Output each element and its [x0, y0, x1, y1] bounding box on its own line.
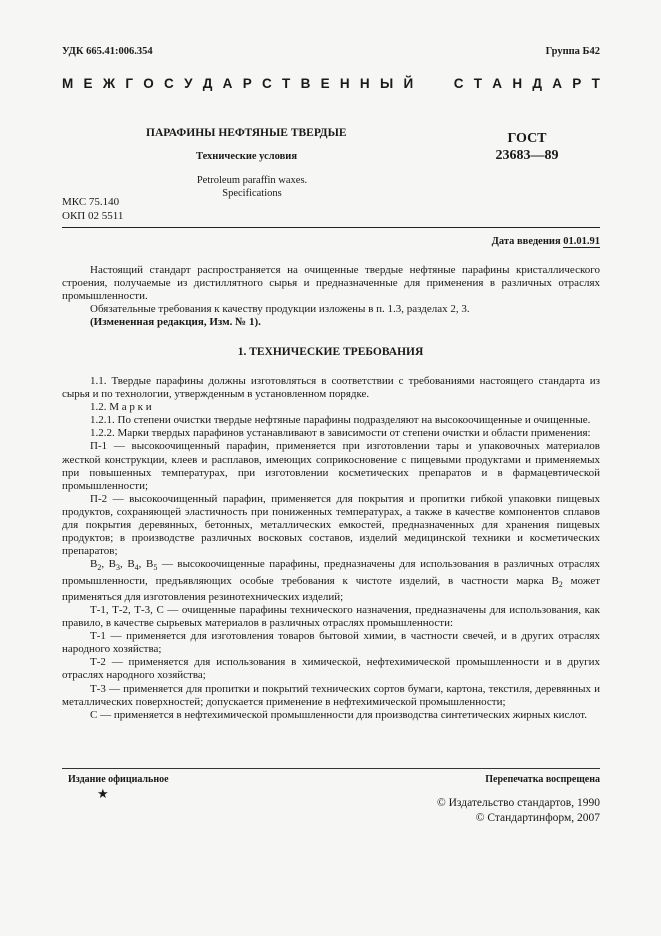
grades-technical: Т-1, Т-2, Т-3, С — очищенные парафины технического назначения, предназначены для использования, как правило, в качестве сырьевых материалов в различных отраслях промышленности: — [62, 603, 600, 630]
scope-paragraph: Настоящий стандарт распространяется на очищенные твердые нефтяные парафины кристаллического строения, получаемые из дистиллятного сырья и предназначенные для применения в различных отраслях промышленности. — [62, 264, 600, 303]
introduction-date-value: 01.01.91 — [563, 236, 600, 247]
grade-p1: П-1 — высокоочищенный парафин, применяется при изготовлении тары и упаковочных материалов жесткой конструкции, клеев и расплавов, имеющих соприкосновение с пищевыми продуктами и применяемых при повышенных температурах, при изготовлении косметических препаратов и в фармацевтической промышленности; — [62, 440, 600, 492]
english-title-line2: Specifications — [222, 187, 282, 199]
banner-letter: С — [453, 76, 464, 91]
classification-codes — [62, 196, 123, 224]
grade-b-letter: В — [108, 558, 116, 571]
banner-letter: А — [552, 76, 562, 91]
banner-letter: Р — [242, 76, 252, 91]
grade-t2: Т-2 — применяется для использования в химической, нефтехимической промышленности и в других отраслях народного хозяйства; — [62, 656, 600, 682]
banner-letter: Ы — [379, 76, 394, 91]
reprint-prohibited: Перепечатка воспрещена — [485, 774, 600, 785]
grade-t1: Т-1 — применяется для изготовления товаров бытовой химии, в частности свечей, и в других отраслях народного хозяйства; — [62, 630, 600, 656]
banner-letter: А — [492, 76, 503, 91]
banner-letter: Й — [403, 76, 414, 91]
clause-1-2: 1.2. М а р к и — [90, 401, 152, 414]
grade-p2: П-2 — высокоочищенный парафин, применяется для покрытия и пропитки гибкой упаковки пищевых продуктов, сохраняющей эластичность при пониженных температурах, а также в качестве компонентов сплавов для покрытия деревянных, бетонных, металлических емкостей, предназначенных для хранения пищевых продуктов; в производстве различных восковых составов, изделий медицинской техники и косметических препаратов; — [62, 492, 600, 558]
grades-b-text: — высокоочищенные парафины, предназначены для использования в различных отраслях промышленности, предъявляющих особые требования к чистоте изделий, в частности марка В — [62, 558, 601, 587]
clause-1-1: 1.1. Твердые парафины должны изготовляться в соответствии с требованиями настоящего стандарта из сырья и по технологии, утвержденным в установленном порядке. — [62, 375, 600, 401]
copyright-2007: © Стандартинформ, 2007 — [475, 812, 600, 824]
copyright — [437, 796, 600, 826]
gost-label: ГОСТ — [507, 131, 547, 146]
banner-letter: М — [62, 76, 74, 91]
amendment-note: (Измененная редакция, Изм. № 1). — [90, 316, 261, 329]
udk-code: УДК 665.41:006.354 — [62, 46, 153, 57]
banner-letter: Д — [202, 76, 213, 91]
document-subtitle: Технические условия — [196, 151, 298, 162]
introduction-date — [492, 236, 600, 247]
banner-letter: В — [300, 76, 311, 91]
grade-b-letter: В — [90, 558, 98, 571]
banner-letter: О — [143, 76, 154, 91]
mandatory-requirements: Обязательные требования к качеству продукции изложены в п. 1.3, разделах 2, 3. — [90, 303, 470, 316]
star-icon: ★ — [97, 786, 109, 801]
banner-letter: Т — [473, 76, 482, 91]
banner-letter: Н — [512, 76, 523, 91]
banner-letter: Н — [359, 76, 370, 91]
banner-letter: У — [184, 76, 193, 91]
document-title: ПАРАФИНЫ НЕФТЯНЫЕ ТВЕРДЫЕ — [146, 127, 347, 139]
preamble — [62, 264, 600, 329]
grades-b: $В_2$, $В_3$, $В_4$, $В_5$ — высокоочищенные парафины, предназначены для использования в различных отраслях промышленности, предъявляющих особые требования к чистоте изделий, в частности марка $В_2$ может применяться для изготовления резинотехнических изделий; — [62, 558, 601, 603]
footer-divider — [62, 768, 600, 769]
banner-letter: Т — [591, 76, 600, 91]
banner-letter: А — [222, 76, 233, 91]
grade-b-letter: В — [145, 558, 154, 571]
banner-letter: С — [164, 76, 174, 91]
introduction-date-label: Дата введения — [491, 236, 561, 247]
okp-code: ОКП 02 5511 — [62, 209, 124, 222]
grade-t3: Т-3 — применяется для пропитки и покрытий технических сортов бумаги, картона, текстиля, деревянных и металлических поверхностей; допускается применение в нефтехимической промышленности; — [62, 682, 600, 708]
mks-code: МКС 75.140 — [62, 196, 120, 208]
banner-letter: Д — [532, 76, 542, 91]
banner-letter: Е — [320, 76, 330, 91]
clause-1-2-2: 1.2.2. Марки твердых парафинов устанавливают в зависимости от степени очистки и области применения: — [90, 427, 591, 440]
banner-letter: Е — [83, 76, 93, 91]
section-body — [62, 375, 600, 722]
banner-letter: Н — [339, 76, 350, 91]
gost-number: 23683—89 — [495, 147, 559, 163]
banner-space — [423, 76, 443, 91]
standard-banner — [62, 76, 600, 91]
grade-b-letter: В — [127, 558, 135, 571]
copyright-1990: © Издательство стандартов, 1990 — [436, 797, 600, 809]
title-divider — [62, 227, 600, 228]
banner-letter: Ж — [102, 76, 116, 91]
english-title — [193, 175, 311, 200]
banner-letter: Г — [125, 76, 133, 91]
banner-letter: Р — [572, 76, 582, 91]
banner-letter: Т — [282, 76, 291, 91]
clause-1-2-1: 1.2.1. По степени очистки твердые нефтяные парафины подразделяют на высокоочищенные и очищенные. — [90, 414, 591, 427]
grades-b-tail: может применяться для изготовления резинотехнических изделий; — [62, 574, 601, 603]
english-title-line1: Petroleum paraffin waxes. — [196, 175, 308, 186]
official-edition: Издание официальное — [68, 774, 169, 785]
gost-designation — [487, 131, 567, 164]
group-code: Группа Б42 — [545, 46, 600, 57]
banner-letter: С — [262, 76, 272, 91]
grade-c: С — применяется в нефтехимической промышленности для производства синтетических жирных кислот. — [90, 708, 587, 721]
section-heading: 1. ТЕХНИЧЕСКИЕ ТРЕБОВАНИЯ — [237, 346, 424, 358]
